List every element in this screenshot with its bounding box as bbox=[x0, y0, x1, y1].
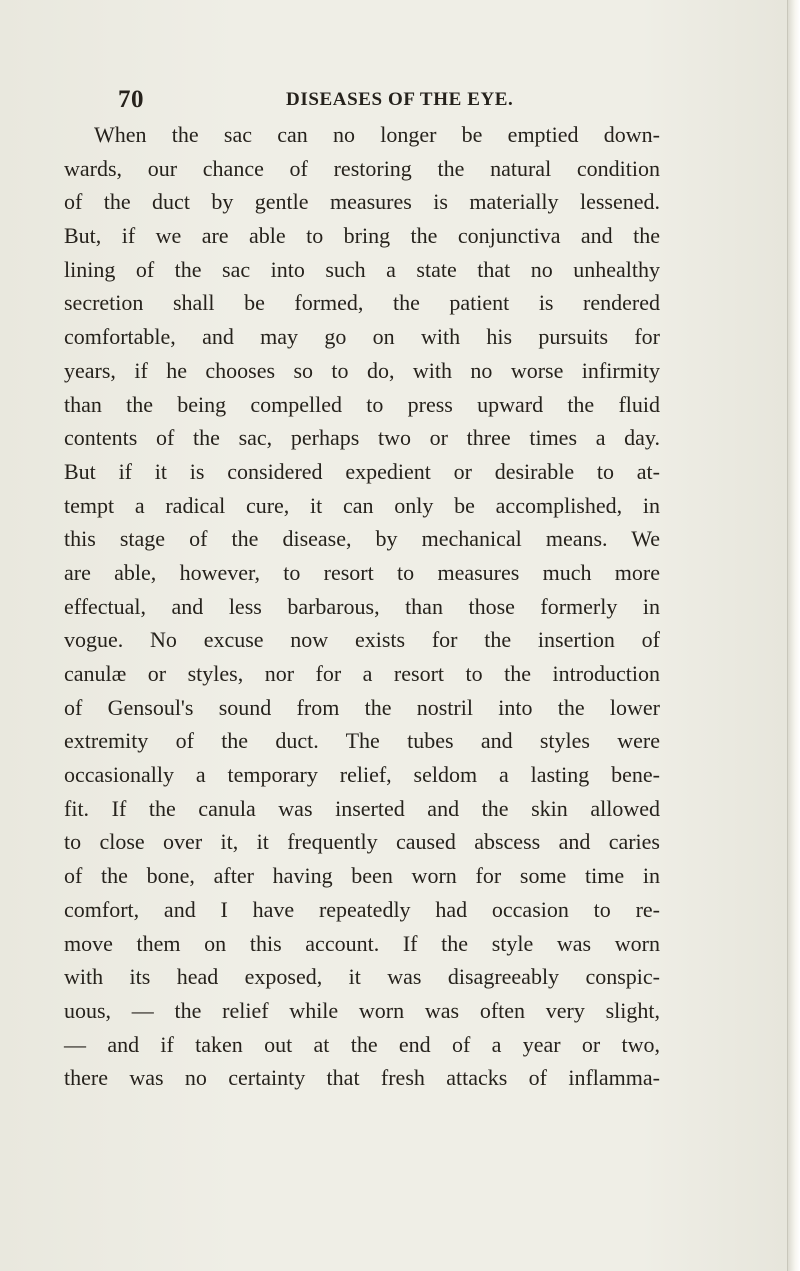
text-line: uous, — the relief while worn was often very slight, bbox=[64, 997, 660, 1023]
text-line: tempt a radical cure, it can only be accomplished, in bbox=[64, 492, 660, 518]
text-line: of the duct by gentle measures is materially lessened. bbox=[64, 189, 660, 215]
text-line: comfortable, and may go on with his pursuits for bbox=[64, 324, 660, 350]
text-line: extremity of the duct. The tubes and styles were bbox=[64, 728, 660, 754]
running-head bbox=[118, 86, 638, 116]
text-line: of the bone, after having been worn for some time in bbox=[64, 863, 660, 889]
text-line: years, if he chooses so to do, with no worse infirmity bbox=[64, 357, 660, 383]
text-line: — and if taken out at the end of a year or two, bbox=[64, 1031, 660, 1057]
text-line: of Gensoul's sound from the nostril into the lower bbox=[64, 694, 660, 720]
body-paragraph bbox=[64, 118, 660, 1095]
text-line: than the being compelled to press upward the fluid bbox=[64, 391, 660, 417]
text-line: to close over it, it frequently caused abscess and caries bbox=[64, 829, 660, 855]
text-line: vogue. No excuse now exists for the insertion of bbox=[64, 627, 660, 653]
text-line: canulæ or styles, nor for a resort to the introduction bbox=[64, 661, 660, 686]
text-line: are able, however, to resort to measures much more bbox=[64, 559, 660, 585]
text-line: effectual, and less barbarous, than those formerly in bbox=[64, 593, 660, 619]
text-line: But, if we are able to bring the conjunctiva and the bbox=[64, 223, 660, 249]
text-line: with its head exposed, it was disagreeably conspic- bbox=[64, 964, 660, 990]
text-line: When the sac can no longer be emptied down- bbox=[94, 122, 660, 147]
text-line: secretion shall be formed, the patient is rendered bbox=[64, 290, 660, 316]
text-line: lining of the sac into such a state that no unhealthy bbox=[64, 256, 660, 282]
text-line: move them on this account. If the style was worn bbox=[64, 930, 660, 956]
page-number: 70 bbox=[118, 86, 144, 113]
text-line: occasionally a temporary relief, seldom a lasting bene- bbox=[64, 762, 660, 788]
text-line: this stage of the disease, by mechanical means. We bbox=[64, 526, 660, 552]
header-title: DISEASES OF THE EYE. bbox=[286, 89, 514, 110]
page-edge bbox=[787, 0, 800, 1271]
text-line: there was no certainty that fresh attacks of inflamma- bbox=[64, 1065, 660, 1091]
text-line: wards, our chance of restoring the natural condition bbox=[64, 155, 660, 181]
text-line: comfort, and I have repeatedly had occasion to re- bbox=[64, 896, 660, 922]
text-line: fit. If the canula was inserted and the skin allowed bbox=[64, 795, 660, 821]
text-line: contents of the sac, perhaps two or three times a day. bbox=[64, 425, 660, 451]
text-line: But if it is considered expedient or desirable to at- bbox=[64, 458, 660, 484]
